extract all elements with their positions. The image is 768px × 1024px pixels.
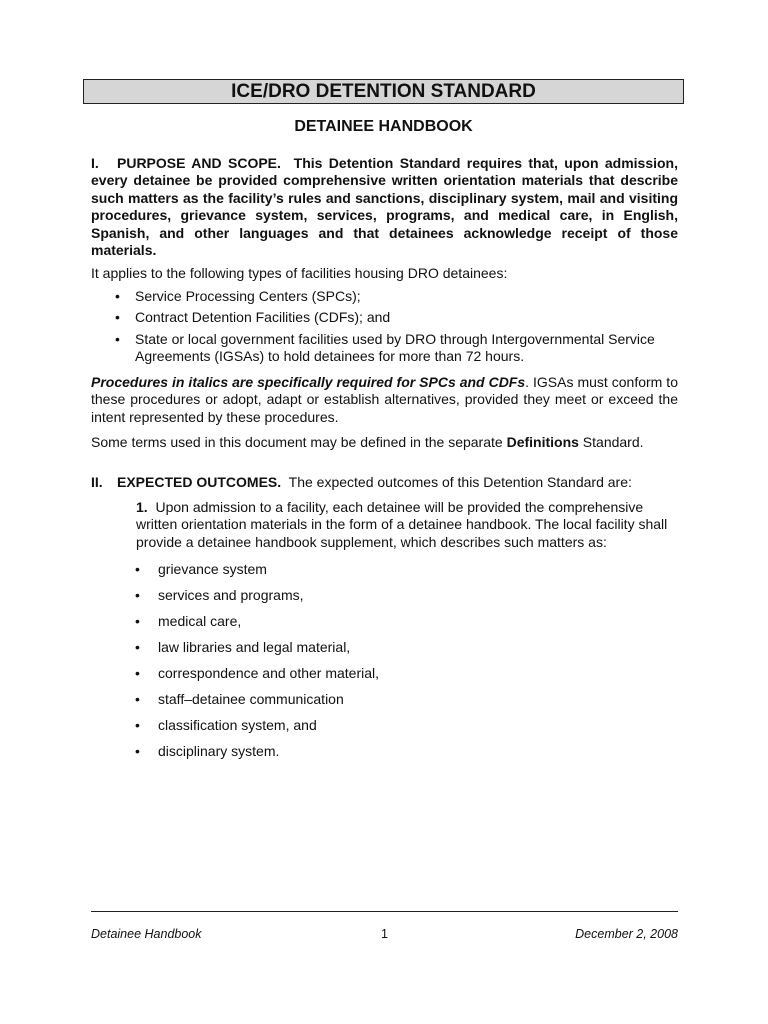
list-item: • law libraries and legal material,: [135, 639, 351, 655]
definitions-term: Definitions: [506, 434, 579, 450]
footer-date: December 2, 2008: [575, 927, 678, 941]
list-item: • disciplinary system.: [135, 743, 280, 759]
italics-lead: Procedures in italics are specifically required for SPCs and CDFs: [91, 374, 526, 390]
bullet-icon: •: [135, 717, 140, 733]
footer-document-name: Detainee Handbook: [91, 927, 202, 941]
section-1-applies: It applies to the following types of facilities housing DRO detainees:: [91, 265, 508, 281]
list-item: • grievance system: [135, 561, 267, 577]
bullet-icon: •: [135, 691, 140, 707]
document-title: ICE/DRO DETENTION STANDARD: [83, 79, 684, 104]
bullet-icon: •: [115, 288, 120, 304]
bullet-icon: •: [135, 561, 140, 577]
list-item: • Contract Detention Facilities (CDFs); and: [115, 309, 391, 326]
section-2-heading-line: [91, 474, 678, 491]
list-item: • classification system, and: [135, 717, 317, 733]
section-1-purpose: [91, 155, 678, 259]
outcome-item-1: [136, 499, 678, 551]
bullet-icon: •: [135, 639, 140, 655]
outcome-number: 1.: [136, 499, 148, 515]
bullet-icon: •: [115, 330, 120, 347]
list-item: • correspondence and other material,: [135, 665, 380, 681]
italics-rest: . IGSAs must conform to these procedures or adopt, adapt or establish alternatives, provided they meet or exceed the intent represented by these procedures.: [91, 374, 678, 425]
italics-note: [91, 374, 678, 426]
section-1-heading: PURPOSE AND SCOPE.: [117, 155, 281, 171]
facility-list: [91, 288, 678, 370]
supplement-matters-list: [91, 561, 678, 769]
footer-page-number: 1: [381, 927, 388, 941]
outcome-text: Upon admission to a facility, each detainee will be provided the comprehensive written orientation materials in the form of a detainee handbook. The local facility shall provide a detainee handbook supplement, which describes such matters as:: [136, 499, 668, 550]
footer-divider: [91, 911, 678, 912]
list-item: • services and programs,: [135, 587, 304, 603]
section-2-heading: EXPECTED OUTCOMES.: [117, 474, 282, 490]
bullet-icon: •: [135, 587, 140, 603]
bullet-icon: •: [135, 613, 140, 629]
terms-note: Some terms used in this document may be defined in the separate Definitions Standard.: [91, 434, 644, 450]
document-subtitle: DETAINEE HANDBOOK: [294, 118, 473, 135]
list-item: • medical care,: [135, 613, 242, 629]
list-item: • Service Processing Centers (SPCs);: [115, 288, 361, 304]
section-1-number: I.: [91, 155, 99, 171]
section-2-intro: The expected outcomes of this Detention Standard are:: [288, 474, 632, 490]
section-2-number: II.: [91, 474, 103, 490]
section-1-text: This Detention Standard requires that, upon admission, every detainee be provided comprehensive written orientation materials that describe such matters as the facility’s rules and sanctions, disciplinary system, mail and visiting procedures, grievance system, services, programs, and medical care, in English, Spanish, and other languages and that detainees acknowledge receipt of those materials.: [91, 155, 678, 259]
bullet-icon: •: [135, 665, 140, 681]
list-item: • staff–detainee communication: [135, 691, 344, 707]
bullet-icon: •: [135, 743, 140, 759]
list-item: • State or local government facilities used by DRO through Intergovernmental Service Agreements (IGSAs) to hold detainees for more than 72 hours.: [115, 330, 655, 365]
bullet-icon: •: [115, 309, 120, 326]
